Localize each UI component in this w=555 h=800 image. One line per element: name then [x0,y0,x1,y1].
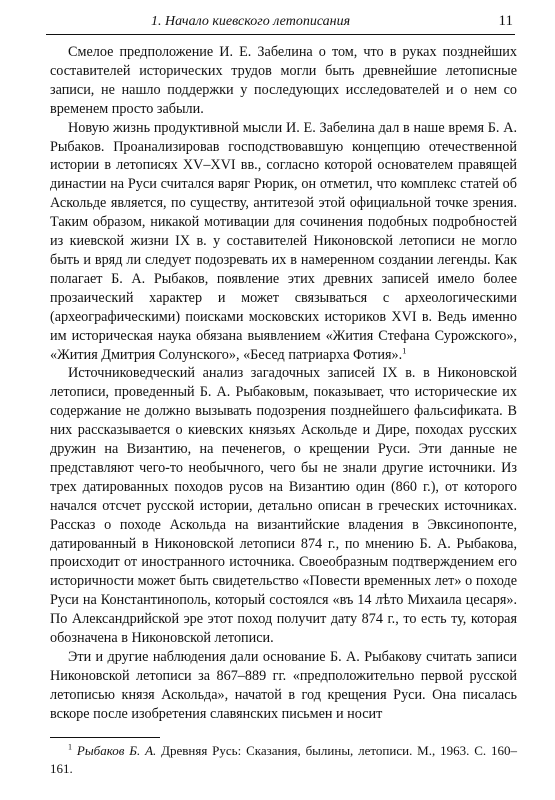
page-number: 11 [498,13,513,29]
paragraph-2 [50,119,517,365]
footnote-number: 1 [68,742,73,752]
footnote [50,742,517,778]
footnote-reference[interactable]: 1 [402,344,407,355]
paragraph-4: Эти и другие наблюдения дали основание Б. А. Рыбакову считать записи Никоновской летописи за 867–889 гг. «предположительно первой русской летописью князя Аскольда», начатой в год крещения Руси. Она писалась вскоре после изобретения славянских письмен и носит [50,649,517,722]
paragraph-1: Смелое предположение И. Е. Забелина о том, что в руках позднейших составителей исторических трудов могли быть древнейшие летописные записи, не нашло поддержки у последующих исследователей и о нем со временем просто забыли. [50,44,517,117]
paragraph-2-text: Новую жизнь продуктивной мысли И. Е. Забелина дал в наше время Б. А. Рыбаков. Проанализировав господствовавшую концепцию отечественной истории в летописях XV–XVI вв., согласно которой основателем правящей династии на Руси считался варяг Рюрик, он отметил, что комплекс статей об Аскольде является, по существу, антитезой этой официальной точке зрения. Таким образом, никакой мотивации для сочинения подобных подробностей из киевской жизни IX в. у составителей Никоновской летописи не могло быть и вряд ли следует подозревать их в намеренном создании легенды. Как полагает Б. А. Рыбаков, появление этих древних записей имело более прозаический характер и может связываться с археологическими (археографическими) поисками московских историков XVI в. Ведь именно им историческая наука обязана выявлением «Жития Стефана Сурожского», «Жития Дмитрия Солунского», «Бесед патриарха Фотия». [50,119,517,363]
footnote-divider [50,737,160,738]
running-title: 1. Начало киевского летописания [151,14,351,29]
body-text [50,43,517,724]
footnote-author: Рыбаков Б. А. [76,743,157,758]
paragraph-3: Источниковедческий анализ загадочных записей IX в. в Никоновской летописи, проведенный Б. А. Рыбаковым, показывает, что исторические их содержание не должно вызывать подозрения позднейшего фальсификата. В них рассказывается о киевских князьях Аскольде и Дире, походах русских дружин на Византию, на печенегов, о крещении Руси. Эти данные не представляют чего-то необычного, чего бы не знали другие источники. Из трех датированных походов русов на Византию один (860 г.), от которого начался отсчет русской истории, детально описан в греческих источниках. Рассказ о походе Аскольда на византийские владения в Эвксинопонте, датированный в Никоновской летописи 874 г., по мнению Б. А. Рыбакова, происходит от иностранного источника. Своеобразным подтверждением его историчности может быть свидетельство «Повести временных лет» о походе Руси на Константинополь, который состоялся «въ 14 лѣто Михаила цесаря». По Александрийской эре этот поход получит дату 874 г., то есть ту, которая обозначена в Никоновской летописи. [50,365,517,647]
page-header [46,12,515,35]
footnote-text: Древняя Русь: Сказания, былины, летописи. М., 1963. С. 160–161. [50,743,518,776]
